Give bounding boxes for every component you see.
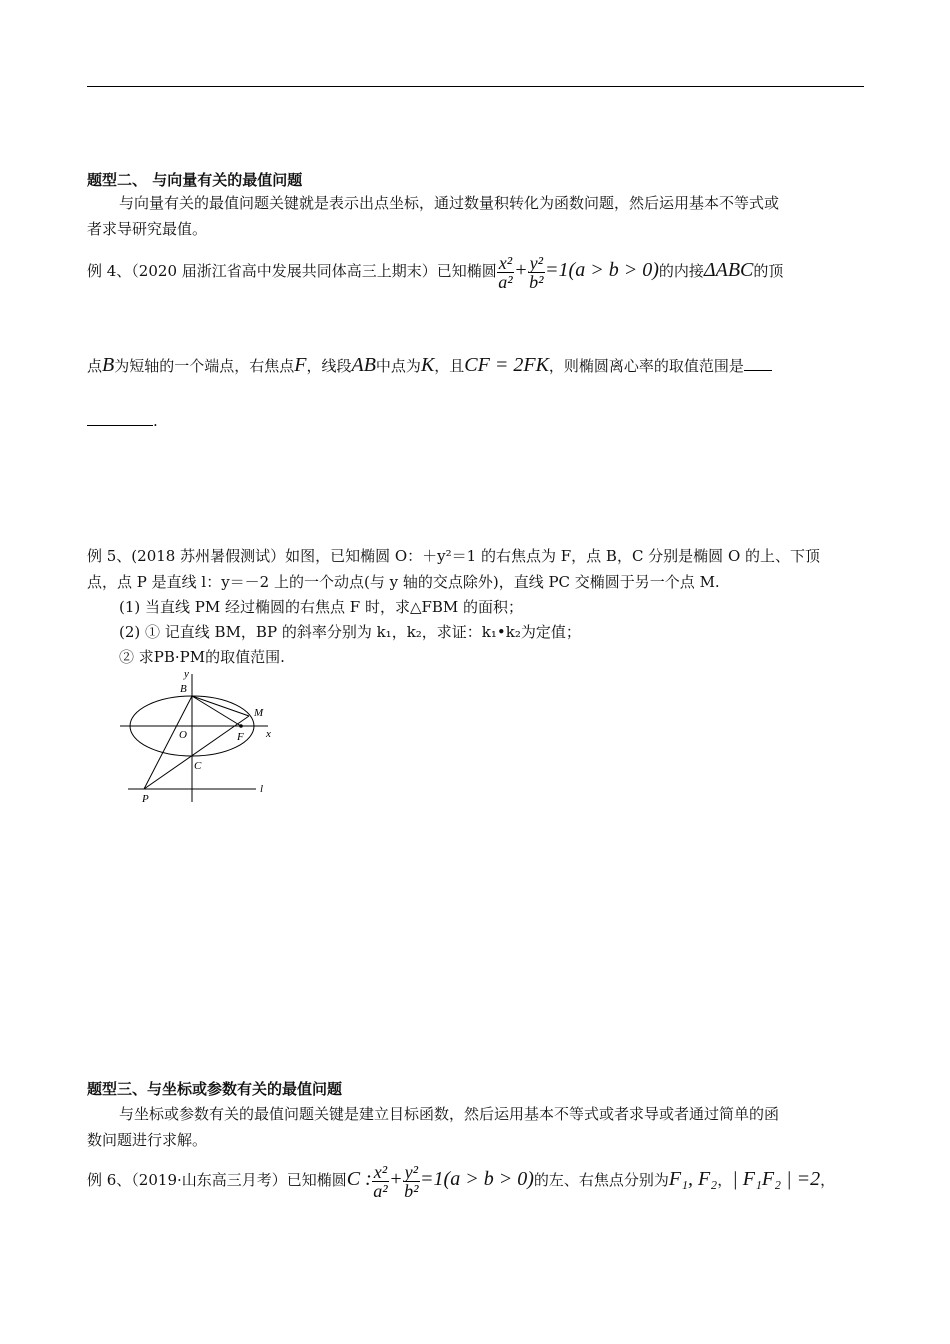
- ex4-l2a: 点: [87, 357, 103, 375]
- section3-intro-line1: 与坐标或参数有关的最值问题关键是建立目标函数，然后运用基本不等式或者求导或者通过简单的函: [119, 1105, 780, 1123]
- section2-intro-line2: 者求导研究最值。: [87, 220, 208, 238]
- ex4-line3: [87, 410, 158, 432]
- ex4-condition: CF = 2FK: [464, 354, 549, 376]
- ex6-frac-x: $\frac{\text{x²}}{\text{a²}}$: [373, 1161, 388, 1201]
- ex4-point-k: K: [420, 354, 435, 376]
- ex4-mid: 的内接: [658, 262, 704, 280]
- ex6-ellipse-name: C :: [346, 1168, 372, 1190]
- header-rule: [87, 86, 864, 87]
- ex4-period: .: [153, 412, 158, 430]
- ex4-l2f: ，则椭圆离心率的取值范围是: [548, 357, 744, 375]
- label-y: y: [184, 668, 189, 680]
- ex4-point-f: F: [294, 354, 307, 376]
- section3-intro-line2: 数问题进行求解。: [87, 1131, 208, 1149]
- label-o: O: [179, 729, 187, 741]
- ex6-distance: | F₁F₂ | =2: [732, 1168, 821, 1190]
- label-l: l: [260, 783, 264, 795]
- ex6-sep: ，: [717, 1171, 733, 1189]
- label-c: C: [194, 760, 202, 772]
- ex4-frac-x: $\frac{\text{x²}}{\text{a²}}$: [498, 252, 513, 292]
- answer-blank-part1[interactable]: [744, 370, 772, 371]
- ex4-point-b: B: [102, 354, 115, 376]
- ex6-line1: 例 6、（2019·山东高三月考）已知椭圆C : $\frac{\text{x²}}{\text{a²}}$ + $\frac{\text{y²}}{\text{b²}}$ =1(a > b > 0)的左、右焦点分别为F₁, F₂，| F₁F₂ | =2，: [87, 1161, 836, 1201]
- section3-heading: 题型三、与坐标或参数有关的最值问题: [87, 1080, 343, 1098]
- ex4-equation: =1(a > b > 0): [545, 259, 659, 281]
- ex4-tail: 的顶: [753, 262, 784, 280]
- ex4-l2c: ，线段: [306, 357, 352, 375]
- section2-heading: 题型二、 与向量有关的最值问题: [87, 171, 303, 189]
- segment-bp: [144, 696, 192, 789]
- ex6-mid: 的左、右焦点分别为: [533, 1171, 669, 1189]
- focus-point: [239, 724, 243, 728]
- ex5-question2: (2) ① 记直线 BM，BP 的斜率分别为 k₁，k₂，求证：k₁•k₂为定值；: [119, 623, 581, 641]
- ex4-l2e: ，且: [434, 357, 465, 375]
- ex5-line2: 点，点 P 是直线 l：y＝－2 上的一个动点(与 y 轴的交点除外)，直线 PC 交椭圆于另一个点 M.: [87, 573, 720, 591]
- label-b: B: [180, 683, 187, 695]
- label-m: M: [254, 707, 264, 719]
- ellipse-figure: [118, 666, 278, 808]
- ex4-frac-y: $\frac{\text{y²}}{\text{b²}}$: [529, 252, 544, 292]
- ex5-question1: (1) 当直线 PM 经过椭圆的右焦点 F 时，求△FBM 的面积；: [119, 598, 524, 616]
- ex4-line2: [87, 350, 772, 381]
- ex5-question3: ② 求PB·PM的取值范围.: [119, 648, 285, 666]
- ex4-line1: 例 4、（2020 届浙江省高中发展共同体高三上期末）已知椭圆 $\frac{\text{x²}}{\text{a²}}$ + $\frac{\text{y²}}{\text{b²}}$ =1(a > b > 0)的内接ΔABC的顶: [87, 252, 784, 292]
- ex4-l2b: 为短轴的一个端点，右焦点: [114, 357, 295, 375]
- ex6-frac-y: $\frac{\text{y²}}{\text{b²}}$: [404, 1161, 419, 1201]
- ex4-lead: 例 4、（2020 届浙江省高中发展共同体高三上期末）已知椭圆: [87, 262, 497, 280]
- label-x: x: [266, 728, 271, 740]
- ex6-foci: F₁, F₂: [668, 1168, 718, 1190]
- ex4-triangle: ΔABC: [703, 259, 754, 281]
- segment-pm: [144, 716, 249, 789]
- ex4-segment-ab: AB: [351, 354, 376, 376]
- label-f: F: [237, 731, 244, 743]
- ex4-l2d: 中点为: [375, 357, 421, 375]
- label-p: P: [142, 793, 149, 805]
- answer-blank-part2[interactable]: [87, 425, 153, 426]
- section2-intro-line1: 与向量有关的最值问题关键就是表示出点坐标，通过数量积转化为函数问题，然后运用基本不等式或: [119, 194, 780, 212]
- ex6-lead: 例 6、（2019·山东高三月考）已知椭圆: [87, 1171, 347, 1189]
- ex5-line1: 例 5、(2018 苏州暑假测试）如图，已知椭圆 O：＋y²＝1 的右焦点为 F，点 B，C 分别是椭圆 O 的上、下顶: [87, 547, 821, 565]
- ex6-tail: ，: [820, 1171, 836, 1189]
- ex6-equation: =1(a > b > 0): [420, 1168, 534, 1190]
